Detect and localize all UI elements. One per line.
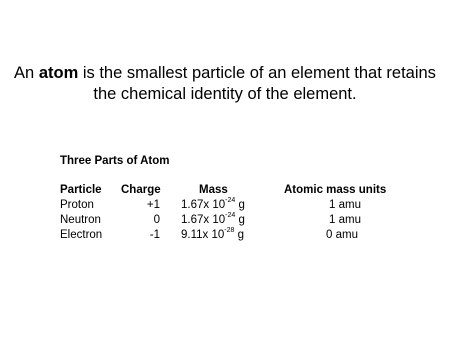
row-1-mass-unit: g <box>235 199 245 211</box>
table-title: Three Parts of Atom <box>60 155 170 167</box>
row-2-amu: 1 amu <box>329 214 361 226</box>
row-3-mass-base: 9.11x 10 <box>181 229 225 241</box>
header-mass: Mass <box>199 184 228 196</box>
header-particle: Particle <box>60 184 102 196</box>
row-1-amu: 1 amu <box>329 199 361 211</box>
headline <box>0 63 450 105</box>
row-3-particle: Electron <box>60 229 103 241</box>
headline-suffix: is the smallest particle of an element that retains <box>78 64 436 82</box>
row-1-particle: Proton <box>60 199 94 211</box>
row-3-charge: -1 <box>149 229 160 241</box>
headline-bold-term: atom <box>38 64 79 82</box>
row-3-mass-exponent: -28 <box>224 227 235 234</box>
row-3-mass-unit: g <box>234 229 244 241</box>
row-2-mass-exponent: -24 <box>225 212 236 219</box>
row-1-mass-base: 1.67x 10 <box>181 199 226 211</box>
headline-line-1 <box>0 63 450 84</box>
headline-prefix: An <box>14 64 39 82</box>
row-3-mass <box>181 228 244 242</box>
row-2-particle: Neutron <box>60 214 101 226</box>
row-2-mass-base: 1.67x 10 <box>181 214 226 226</box>
row-2-mass-unit: g <box>235 214 245 226</box>
header-charge: Charge <box>121 184 161 196</box>
row-2-charge: 0 <box>153 214 160 226</box>
row-3-amu: 0 amu <box>326 229 358 241</box>
row-2-mass <box>181 213 245 227</box>
row-1-mass-exponent: -24 <box>225 197 236 204</box>
header-amu: Atomic mass units <box>284 184 387 196</box>
row-1-mass <box>181 198 245 212</box>
headline-line-2: the chemical identity of the element. <box>93 85 357 103</box>
row-1-charge: +1 <box>146 199 160 211</box>
